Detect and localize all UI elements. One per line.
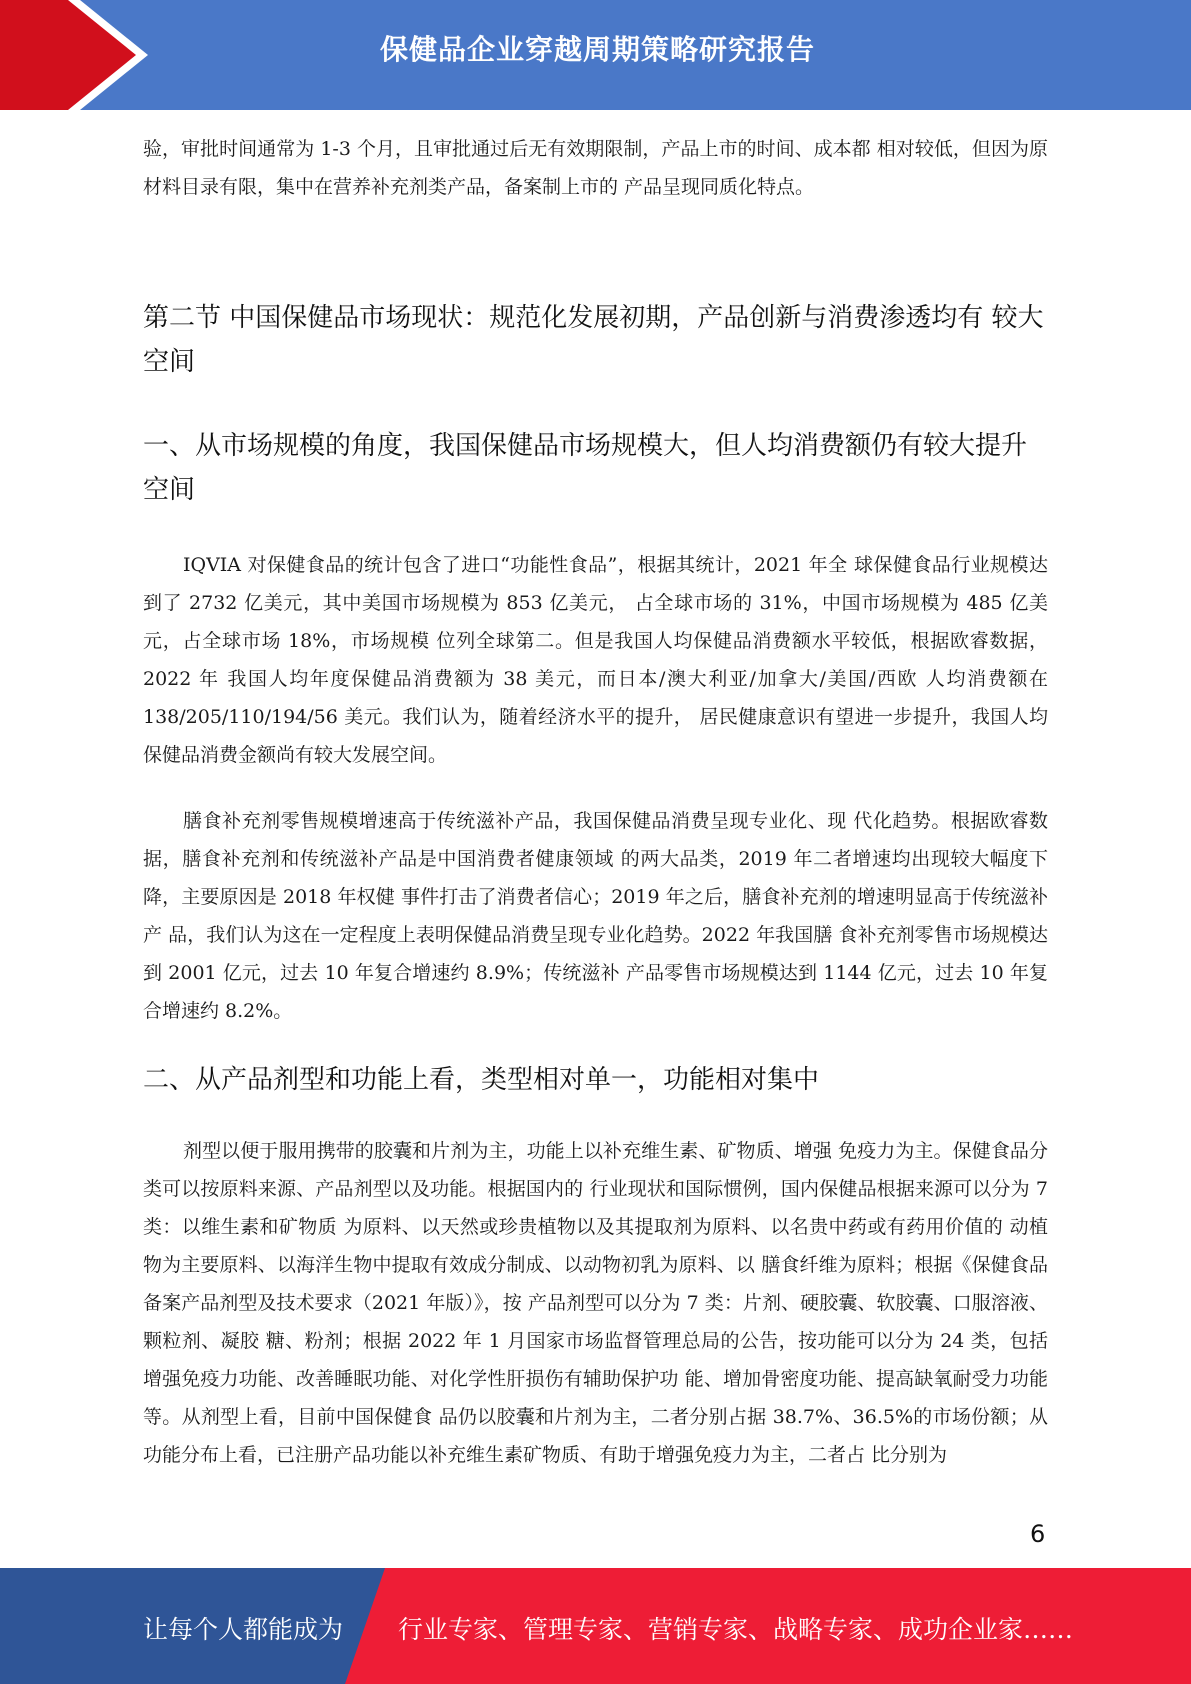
footer-slogan-left: 让每个人都能成为: [143, 1615, 344, 1644]
section-heading: 第二节 中国保健品市场现状：规范化发展初期，产品创新与消费渗透均有 较大空间: [143, 303, 1044, 377]
report-title: 保健品企业穿越周期策略研究报告: [380, 33, 816, 66]
document-body: [143, 130, 1048, 1474]
subsection-heading-2: 二、从产品剂型和功能上看，类型相对单一，功能相对集中: [143, 1065, 820, 1095]
paragraph-continued: 验，审批时间通常为 1-3 个月，且审批通过后无有效期限制，产品上市的时间、成本都 相对较低，但因为原材料目录有限，集中在营养补充剂类产品，备案制上市的 产品呈现同质化特点。: [143, 138, 1048, 198]
page-header: [0, 0, 1191, 110]
subsection-heading-1: 一、从市场规模的角度，我国保健品市场规模大，但人均消费额仍有较大提升 空间: [143, 431, 1028, 505]
paragraph-market-size: IQVIA 对保健食品的统计包含了进口“功能性食品”，根据其统计，2021 年全 球保健食品行业规模达到了 2732 亿美元，其中美国市场规模为 853 亿美元， 占全球市场的 31%，中国市场规模为 485 亿美元，占全球市场 18%，市场规模 位列全球第二。但是我国人均保健品消费额水平较低，根据欧睿数据，2022 年 我国人均年度保健品消费额为 38 美元，而日本/澳大利亚/加拿大/美国/西欧 人均消费额在 138/205/110/194/56 美元。我们认为，随着经济水平的提升， 居民健康意识有望进一步提升，我国人均保健品消费金额尚有较大发展空间。: [143, 554, 1048, 766]
page-footer: [0, 1568, 1191, 1684]
footer-slogan-right: 行业专家、管理专家、营销专家、战略专家、成功企业家……: [398, 1615, 1074, 1644]
paragraph-dosage-forms: 剂型以便于服用携带的胶囊和片剂为主，功能上以补充维生素、矿物质、增强 免疫力为主。保健食品分类可以按原料来源、产品剂型以及功能。根据国内的 行业现状和国际惯例，国内保健品根据来源可以分为 7 类：以维生素和矿物质 为原料、以天然或珍贵植物以及其提取剂为原料、以名贵中药或有药用价值的 动植物为主要原料、以海洋生物中提取有效成分制成、以动物初乳为原料、以 膳食纤维为原料；根据《保健食品备案产品剂型及技术要求（2021 年版）》，按 产品剂型可以分为 7 类：片剂、硬胶囊、软胶囊、口服溶液、颗粒剂、凝胶 糖、粉剂；根据 2022 年 1 月国家市场监督管理总局的公告，按功能可以分为 24 类，包括增强免疫力功能、改善睡眠功能、对化学性肝损伤有辅助保护功 能、增加骨密度功能、提高缺氧耐受力功能等。从剂型上看，目前中国保健食 品仍以胶囊和片剂为主，二者分别占据 38.7%、36.5%的市场份额；从功能分布上看，已注册产品功能以补充维生素矿物质、有助于增强免疫力为主，二者占 比分别为: [143, 1140, 1048, 1466]
page-number: 6: [1030, 1520, 1046, 1548]
paragraph-dietary-supplements: 膳食补充剂零售规模增速高于传统滋补产品，我国保健品消费呈现专业化、现 代化趋势。根据欧睿数据，膳食补充剂和传统滋补产品是中国消费者健康领域 的两大品类，2019 年二者增速均出现较大幅度下降，主要原因是 2018 年权健 事件打击了消费者信心；2019 年之后，膳食补充剂的增速明显高于传统滋补产 品，我们认为这在一定程度上表明保健品消费呈现专业化趋势。2022 年我国膳 食补充剂零售市场规模达到 2001 亿元，过去 10 年复合增速约 8.9%；传统滋补 产品零售市场规模达到 1144 亿元，过去 10 年复合增速约 8.2%。: [143, 810, 1048, 1022]
